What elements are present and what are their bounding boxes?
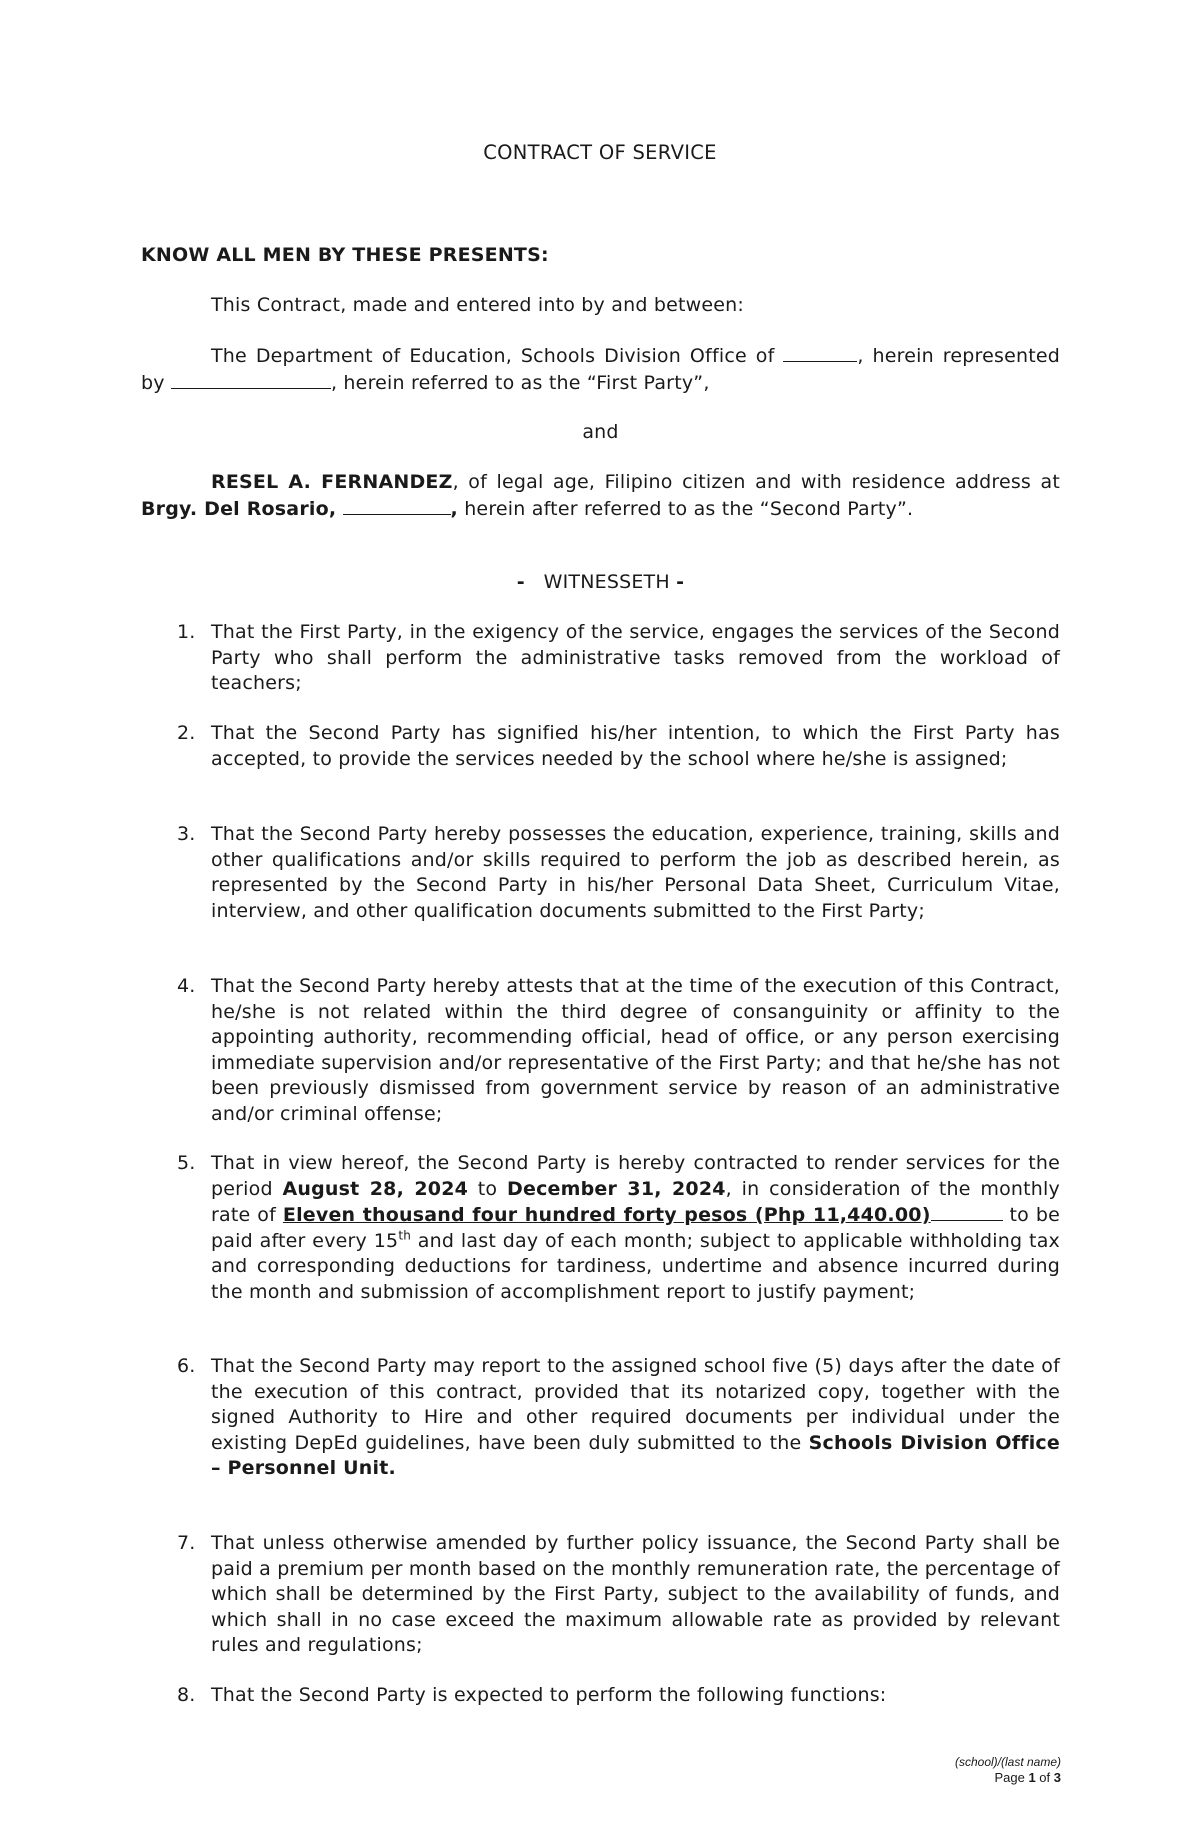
ordinal-suffix: th xyxy=(398,1228,412,1243)
know-all-men-heading: KNOW ALL MEN BY THESE PRESENTS: xyxy=(141,244,549,266)
intro-paragraph: This Contract, made and entered into by and between: xyxy=(211,294,744,316)
first-party-text-1: The Department of Education, Schools Division Office of xyxy=(211,345,784,367)
list-item-number: 2. xyxy=(177,722,196,744)
first-party-text-2: , herein represented by xyxy=(141,345,1061,394)
list-item-text xyxy=(211,1354,1060,1482)
second-party-text-1: , of legal age, Filipino citizen and with residence address at xyxy=(452,471,1060,493)
contract-text-1: That in view hereof, the Second Party is hereby contracted to render services for the period xyxy=(211,1152,1060,1200)
list-item-number: 4. xyxy=(177,975,196,997)
second-party-paragraph xyxy=(141,470,1060,522)
and-separator: and xyxy=(582,421,619,443)
list-item-number: 3. xyxy=(177,823,196,845)
page-of: of xyxy=(1035,1770,1054,1785)
personnel-unit-office: Schools Division Office – Personnel Unit. xyxy=(211,1431,1060,1479)
division-blank-field xyxy=(783,343,857,362)
first-party-paragraph xyxy=(141,343,1060,396)
current-page: 1 xyxy=(1028,1770,1036,1785)
witnesseth-dash-left: - xyxy=(516,571,525,593)
page-number xyxy=(955,1770,1061,1786)
list-item-number: 1. xyxy=(177,621,196,643)
list-item-text: That the Second Party is expected to perform the following functions: xyxy=(211,1684,887,1706)
second-party-comma: , xyxy=(450,497,458,520)
list-item-number: 7. xyxy=(177,1532,196,1554)
contract-text-2: to xyxy=(468,1177,508,1200)
first-party-text-3: , herein referred to as the “First Party”, xyxy=(330,371,710,394)
contract-start-date: August 28, 2024 xyxy=(282,1177,469,1200)
list-item-number: 6. xyxy=(177,1355,196,1377)
total-pages: 3 xyxy=(1053,1770,1061,1785)
document-title: CONTRACT OF SERVICE xyxy=(483,141,717,164)
contract-text-5: and last day of each month; subject to applicable withholding tax and corresponding deductions for tardiness, undertime and absence incurred during the month and submission of accomplishment report to justify payment; xyxy=(211,1229,1060,1303)
address-blank-field xyxy=(343,496,451,515)
contract-text-3: , in consideration of the monthly rate of xyxy=(211,1177,1060,1226)
list-item-number: 8. xyxy=(177,1684,196,1706)
report-text: That the Second Party may report to the assigned school five (5) days after the date of the execution of this contract, provided that its notarized copy, together with the signed Authority to Hire and other required documents per individual under the existing DepEd guidelines, have been duly submitted to the xyxy=(211,1355,1060,1454)
page-footer xyxy=(955,1754,1061,1786)
footer-school-name: (school)/(last name) xyxy=(954,1755,1061,1769)
list-item-text: That the Second Party has signified his/her intention, to which the First Party has accepted, to provide the services needed by the school where he/she is assigned; xyxy=(211,722,1060,770)
witnesseth-dash-right: - xyxy=(676,571,685,593)
page-prefix: Page xyxy=(994,1770,1029,1785)
second-party-text-3: herein after referred to as the “Second Party”. xyxy=(457,497,914,520)
rate-blank-field xyxy=(931,1202,1003,1221)
monthly-rate: Eleven thousand four hundred forty pesos (Php 11,440.00) xyxy=(282,1204,931,1226)
list-item-text: That the First Party, in the exigency of the service, engages the services of the Second Party who shall perform the administrative tasks removed from the workload of teachers; xyxy=(211,621,1060,694)
list-item-text xyxy=(211,1151,1060,1305)
witnesseth-label: WITNESSETH xyxy=(543,571,670,593)
list-item-text: That unless otherwise amended by further policy issuance, the Second Party shall be paid a premium per month based on the monthly remuneration rate, the percentage of which shall be determined by the First Party, subject to the availability of funds, and which shall in no case exceed the maximum allowable rate as provided by relevant rules and regulations; xyxy=(211,1532,1060,1656)
contract-text-4: to be paid after every 15 xyxy=(211,1204,1061,1252)
witnesseth-heading xyxy=(141,570,1060,596)
representative-blank-field xyxy=(171,370,331,389)
list-item-text: That the Second Party hereby possesses the education, experience, training, skills and other qualifications and/or skills required to perform the job as described herein, as represented by the Second Party in his/her Personal Data Sheet, Curriculum Vitae, interview, and other qualification documents submitted to the First Party; xyxy=(211,823,1060,922)
contract-end-date: December 31, 2024 xyxy=(507,1177,726,1200)
second-party-address: Brgy. Del Rosario, xyxy=(141,497,337,520)
list-item-number: 5. xyxy=(177,1152,196,1174)
second-party-name: RESEL A. FERNANDEZ xyxy=(211,471,453,493)
list-item-text: That the Second Party hereby attests that at the time of the execution of this Contract, he/she is not related within the third degree of consanguinity or affinity to the appointing authority, recommending official, head of office, or any person exercising immediate supervision and/or representative of the First Party; and that he/she has not been previously dismissed from government service by reason of an administrative and/or criminal offense; xyxy=(211,975,1060,1125)
